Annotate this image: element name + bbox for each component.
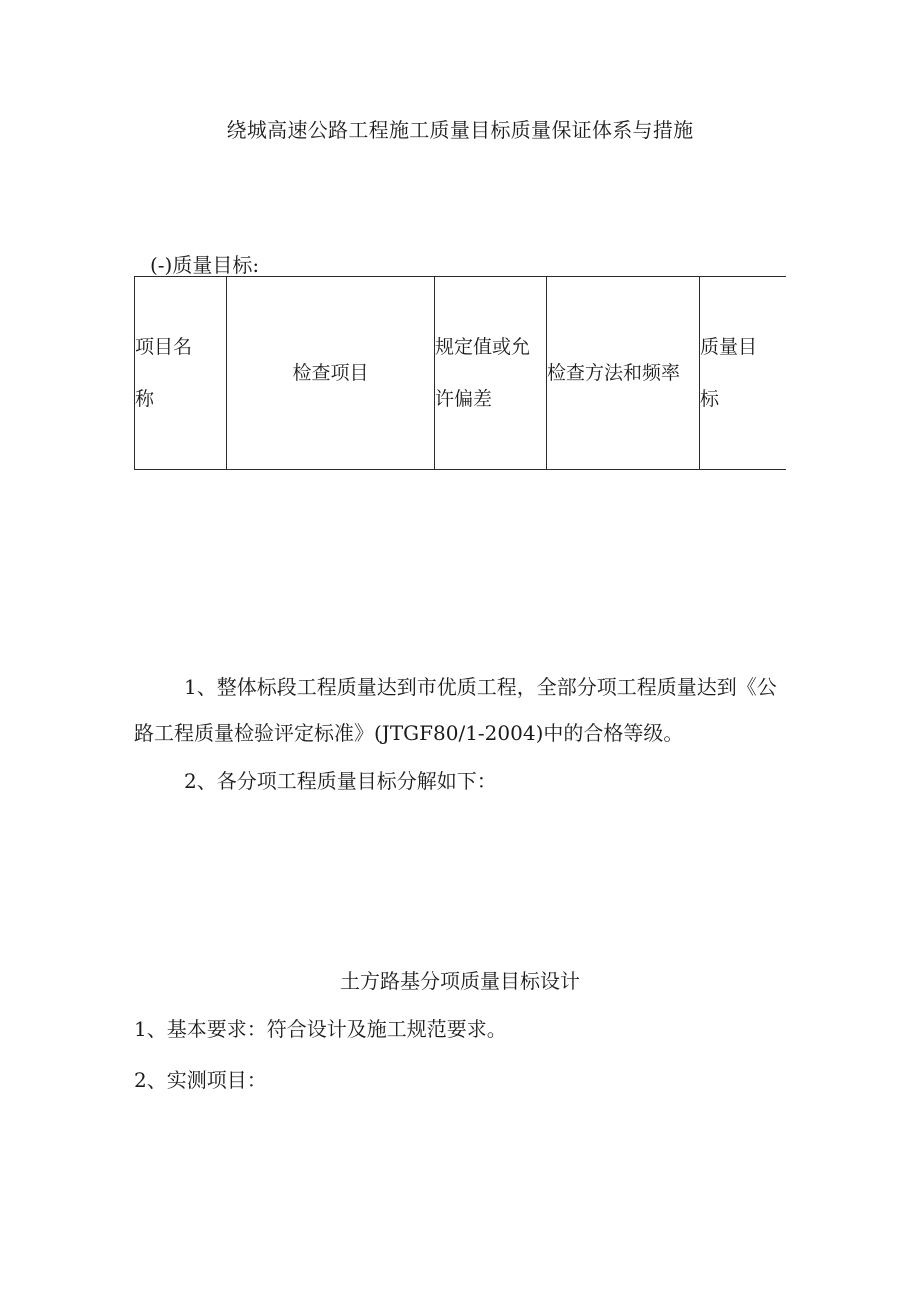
table-header-row	[135, 277, 786, 470]
header-cell-quality-goal	[700, 277, 786, 470]
header-project-name-line2: 称	[135, 388, 155, 410]
header-cell-project-name	[135, 277, 227, 470]
header-cell-method	[547, 277, 700, 470]
header-method: 检查方法和频率	[547, 362, 681, 384]
header-project-name-line1: 项目名	[135, 336, 193, 358]
subsection-title: 土方路基分项质量目标设计	[340, 969, 580, 993]
header-cell-tolerance	[435, 277, 547, 470]
paragraph-overall-quality: 1、整体标段工程质量达到市优质工程，全部分项工程质量达到《公路工程质量检验评定标准》(JTGF80/1-2004)中的合格等级。	[134, 675, 777, 745]
header-quality-goal-line2: 标	[700, 388, 720, 410]
quality-goal-heading: (-)质量目标:	[150, 253, 260, 277]
header-check-item: 检查项目	[292, 362, 369, 384]
header-quality-goal-line1: 质量目	[700, 336, 758, 358]
document-title: 绕城高速公路工程施工质量目标质量保证体系与措施	[226, 118, 694, 142]
header-tolerance-line2: 许偏差	[435, 388, 493, 410]
quality-goal-table	[134, 276, 786, 470]
header-tolerance-line1: 规定值或允	[435, 336, 531, 358]
measured-items: 2、实测项目：	[134, 1068, 267, 1092]
basic-requirement: 1、基本要求：符合设计及施工规范要求。	[134, 1017, 507, 1041]
paragraph-breakdown: 2、各分项工程质量目标分解如下：	[184, 769, 497, 793]
header-cell-check-item	[227, 277, 435, 470]
